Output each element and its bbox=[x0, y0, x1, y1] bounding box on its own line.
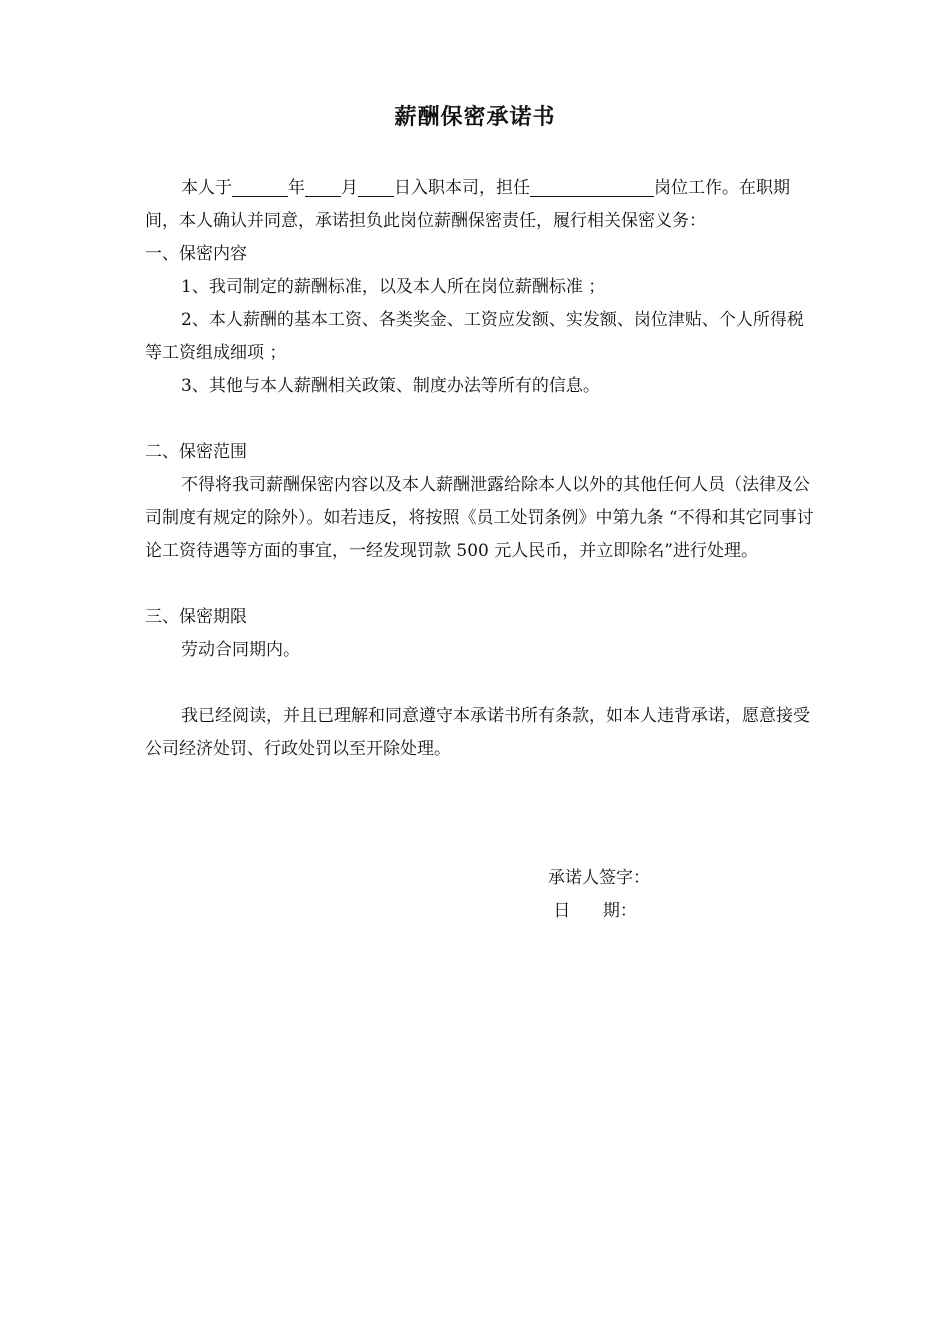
document-body bbox=[145, 172, 817, 766]
month-blank[interactable] bbox=[305, 176, 341, 197]
intro-month-text: 月 bbox=[341, 178, 358, 198]
section2-heading: 二、保密范围 bbox=[145, 442, 247, 462]
intro-day-text: 日入职本司，担任 bbox=[394, 178, 530, 198]
spacer bbox=[145, 667, 817, 700]
section1-item-1: 1、我司制定的薪酬标准，以及本人所在岗位薪酬标准 ； bbox=[181, 277, 606, 297]
date-label[interactable]: 日 期： bbox=[548, 901, 637, 921]
section3-text: 劳动合同期内。 bbox=[181, 640, 300, 660]
post-blank[interactable] bbox=[530, 176, 654, 197]
year-blank[interactable] bbox=[232, 176, 288, 197]
section1-item-2: 2、本人薪酬的基本工资、各类奖金、工资应发额、实发额、岗位津贴、个人所得税等工资组成细项 ； bbox=[145, 310, 804, 363]
signature-block bbox=[548, 862, 650, 928]
section1-heading: 一、保密内容 bbox=[145, 244, 247, 264]
intro-paragraph bbox=[145, 172, 817, 238]
day-blank[interactable] bbox=[358, 176, 394, 197]
section1-item-3: 3、其他与本人薪酬相关政策、制度办法等所有的信息。 bbox=[181, 376, 600, 396]
spacer bbox=[145, 568, 817, 601]
section3-heading: 三、保密期限 bbox=[145, 607, 247, 627]
section2-text: 不得将我司薪酬保密内容以及本人薪酬泄露给除本人以外的其他任何人员（法律及公司制度有规定的除外）。如若违反，将按照《员工处罚条例》中第九条 “不得和其它同事讨论工资待遇等方面的事宜，一经发现罚款 500 元人民币，并立即除名”进行处理。 bbox=[145, 475, 814, 561]
document-title: 薪酬保密承诺书 bbox=[394, 105, 556, 130]
closing-paragraph: 我已经阅读，并且已理解和同意遵守本承诺书所有条款，如本人违背承诺，愿意接受公司经济处罚、行政处罚以至开除处理。 bbox=[145, 706, 810, 759]
spacer bbox=[145, 403, 817, 436]
signer-label[interactable]: 承诺人签字： bbox=[548, 868, 650, 888]
intro-text-start: 本人于 bbox=[181, 178, 232, 198]
intro-year-text: 年 bbox=[288, 178, 305, 198]
intro-post-text: 岗位工作。在职期间，本人确认并同意，承诺担负此岗位薪酬保密责任，履行相关保密义务： bbox=[145, 178, 790, 231]
